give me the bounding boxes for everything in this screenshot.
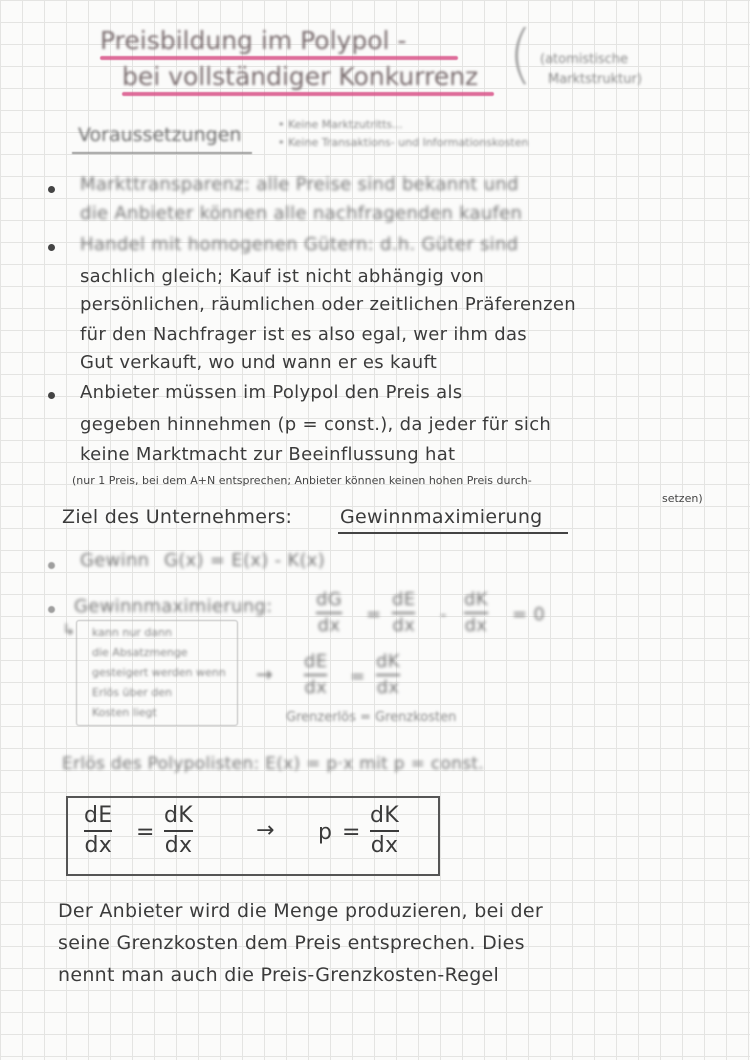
bullet1-line1: Markttransparenz: alle Preise sind bekannt und <box>80 174 519 195</box>
conclusion-line3: nennt man auch die Preis-Grenzkosten-Regel <box>58 964 500 986</box>
conclusion-line2: seine Grenzkosten dem Preis entsprechen. Dies <box>58 932 525 954</box>
conditions-heading: Voraussetzungen <box>78 124 242 146</box>
fraction-dE-dx-2: dE dx <box>304 651 328 698</box>
profit-label: Gewinn <box>80 550 150 571</box>
bullet3-line2: gegeben hinnehmen (p = const.), da jeder für sich <box>80 414 552 435</box>
condition-item-1: • Keine Marktzutritts... <box>278 118 403 131</box>
paren-open: ( <box>508 18 533 92</box>
box-equals-2: = <box>342 820 361 845</box>
goal-label: Ziel des Unternehmers: <box>62 506 293 528</box>
title-highlight-1 <box>100 56 458 60</box>
bullet-dot <box>48 606 55 613</box>
box-equals: = <box>136 820 155 845</box>
bullet2-line2: sachlich gleich; Kauf ist nicht abhängig von <box>80 266 485 287</box>
box-fraction-dE-dx: dE dx <box>84 803 113 859</box>
conclusion-line1: Der Anbieter wird die Menge produzieren, bei der <box>58 900 543 922</box>
side-note-line2: Marktstruktur) <box>548 72 642 87</box>
fraction-dE-dx: dE dx <box>392 589 416 636</box>
goal-underline <box>338 532 568 534</box>
max-label: Gewinnmaximierung: <box>74 596 273 617</box>
box-arrow-icon: → <box>256 818 275 843</box>
fraction-dK-dx-2: dK dx <box>376 651 400 698</box>
page-title-line1: Preisbildung im Polypol - <box>100 26 407 55</box>
bullet3-note1: (nur 1 Preis, bei dem A+N entsprechen; Anbieter können keinen hohen Preis durch- <box>72 474 532 487</box>
equals-sign: = <box>366 604 382 625</box>
note-line-5: Kosten liegt <box>92 706 157 719</box>
arrow-right-icon: → <box>256 662 274 686</box>
box-p: p <box>318 820 333 845</box>
bullet2-line4: für den Nachfrager ist es also egal, wer ihm das <box>80 324 527 345</box>
fraction-dG-dx: dG dx <box>316 589 342 636</box>
note-line-3: gesteigert werden wenn <box>92 666 226 679</box>
bullet3-line1: Anbieter müssen im Polypol den Preis als <box>80 382 463 403</box>
equals-sign: = <box>350 666 366 687</box>
bullet-dot <box>48 186 55 193</box>
minus-sign: - <box>440 604 447 625</box>
corner-arrow: ↳ <box>62 620 76 639</box>
fraction-dK-dx: dK dx <box>464 589 488 636</box>
goal-value: Gewinnmaximierung <box>340 506 543 528</box>
note-line-1: kann nur dann <box>92 626 172 639</box>
bullet1-line2: die Anbieter können alle nachfragenden kaufen <box>80 203 523 224</box>
side-note-line1: (atomistische <box>540 52 629 67</box>
title-highlight-2 <box>122 92 494 96</box>
note-line-2: die Absatzmenge <box>92 646 188 659</box>
box-fraction-dK-dx-2: dK dx <box>370 803 399 859</box>
bullet3-line3: keine Marktmacht zur Beeinflussung hat <box>80 444 456 465</box>
bullet2-line1: Handel mit homogenen Gütern: d.h. Güter sind <box>80 234 519 255</box>
bullet-dot <box>48 392 55 399</box>
marginal-equality: Grenzerlös = Grenzkosten <box>286 710 457 725</box>
bullet3-note2: setzen) <box>662 492 703 505</box>
profit-formula: G(x) = E(x) - K(x) <box>164 550 326 571</box>
revenue-line: Erlös des Polypolisten: E(x) = p·x mit p = const. <box>62 754 485 774</box>
page-title-line2: bei vollständiger Konkurrenz <box>122 62 479 91</box>
conditions-underline <box>72 152 252 154</box>
equals-zero: = 0 <box>512 604 546 625</box>
bullet-dot <box>48 244 55 251</box>
note-line-4: Erlös über den <box>92 686 172 699</box>
bullet2-line3: persönlichen, räumlichen oder zeitlichen Präferenzen <box>80 294 576 315</box>
bullet2-line5: Gut verkauft, wo und wann er es kauft <box>80 352 438 373</box>
bullet-dot <box>48 562 55 569</box>
box-fraction-dK-dx: dK dx <box>164 803 193 859</box>
condition-item-2: • Keine Transaktions- und Informationskosten <box>278 136 529 149</box>
